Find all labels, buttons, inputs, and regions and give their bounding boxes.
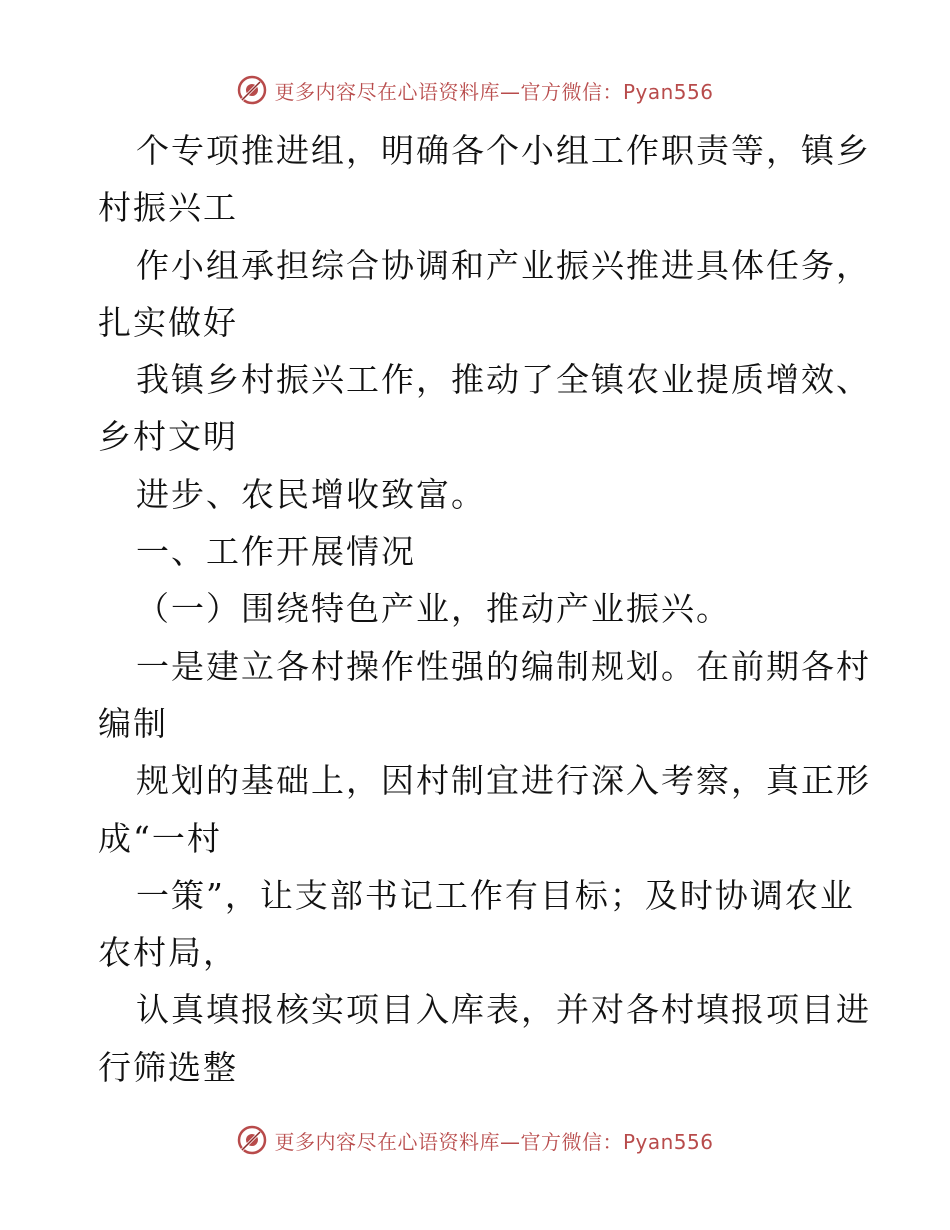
paragraph-line: 扎实做好	[98, 302, 238, 342]
watermark-footer	[0, 1120, 950, 1160]
paragraph-line: 一是建立各村操作性强的编制规划。在前期各村	[136, 646, 871, 686]
seal-pen-icon	[236, 1124, 268, 1156]
paragraph-line: 编制	[98, 703, 168, 743]
watermark-text: 更多内容尽在心语资料库—官方微信：Pyan556	[274, 79, 714, 104]
paragraph-line: 进步、农民增收致富。	[136, 474, 486, 514]
subsection-heading: （一）围绕特色产业，推动产业振兴。	[136, 589, 731, 629]
section-heading: 一、工作开展情况	[136, 532, 416, 572]
seal-pen-icon	[236, 74, 268, 106]
paragraph-line: 农村局，	[98, 933, 238, 973]
paragraph-line: 村振兴工	[98, 188, 238, 228]
paragraph-line: 一策”，让支部书记工作有目标；及时协调农业	[136, 875, 855, 915]
paragraph-line: 认真填报核实项目入库表，并对各村填报项目进	[136, 990, 871, 1030]
paragraph-line: 乡村文明	[98, 417, 238, 457]
paragraph-line: 我镇乡村振兴工作，推动了全镇农业提质增效、	[136, 360, 871, 400]
document-body	[98, 122, 871, 1096]
paragraph-line: 个专项推进组，明确各个小组工作职责等，镇乡	[136, 131, 871, 170]
paragraph-line: 规划的基础上，因村制宜进行深入考察，真正形	[136, 761, 871, 801]
watermark-text: 更多内容尽在心语资料库—官方微信：Pyan556	[274, 1129, 714, 1154]
paragraph-line: 成“一村	[98, 818, 222, 858]
paragraph-line: 作小组承担综合协调和产业振兴推进具体任务，	[136, 245, 871, 285]
watermark-header	[0, 70, 950, 110]
paragraph-line: 行筛选整	[98, 1047, 238, 1087]
